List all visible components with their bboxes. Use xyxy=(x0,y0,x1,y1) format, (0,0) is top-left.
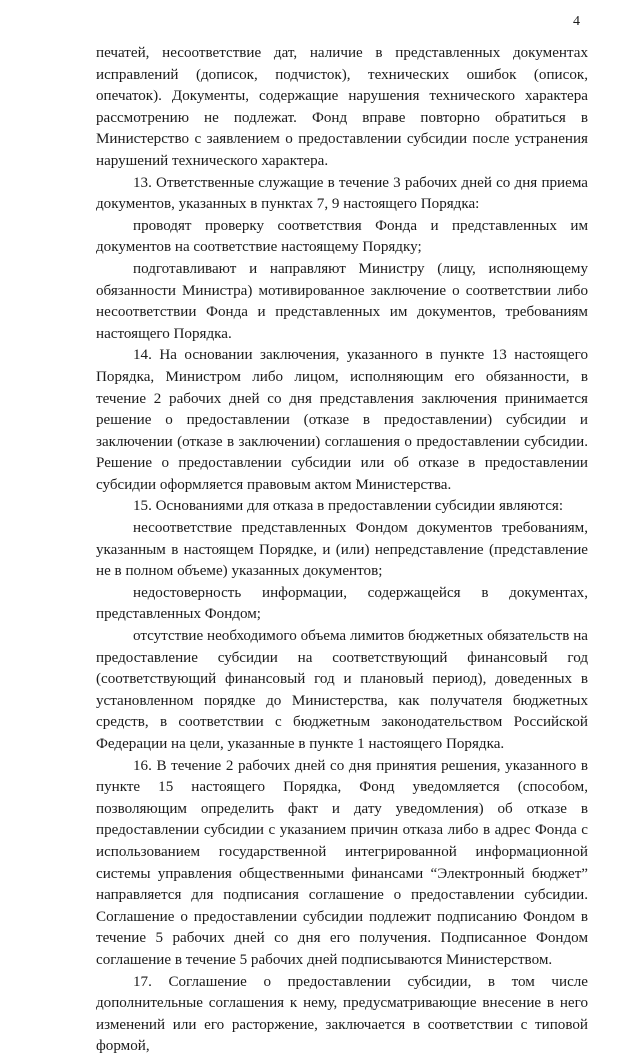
paragraph-item-13-conclusion: подготавливают и направляют Министру (лицу, исполняющему обязанности Министра) мотивированное заключение о соответствии либо несоответствии Фонда и представленных им документов, требованиям настоящего Порядка. xyxy=(96,260,588,342)
paragraph-item-16: 16. В течение 2 рабочих дней со дня принятия решения, указанного в пункте 15 настоящего Порядка, Фонд уведомляется (способом, позволяющим определить факт и дату уведомления) об отказе в предоставлении субсидии с указанием причин отказа либо в адрес Фонда с использованием государственной интегрированной информационной системы управления общественными финансами “Электронный бюджет” направляется для подписания соглашение о предоставлении субсидии. Соглашение о предоставлении субсидии подлежит подписанию Фондом в течение 5 рабочих дней со дня его получения. Подписанное Фондом соглашение в течение 5 рабочих дней подписываются Министерством. xyxy=(96,757,588,968)
paragraph-item-15: 15. Основаниями для отказа в предоставлении субсидии являются: xyxy=(133,498,564,515)
paragraph-item-15-unreliability: недостоверность информации, содержащейся в документах, представленных Фондом; xyxy=(96,584,588,623)
paragraph-item-15-limits: отсутствие необходимого объема лимитов бюджетных обязательств на предоставление субсидии на соответствующий финансовый год (соответствующий финансовый год и плановый период), доведенных в установленном порядке до Министерства, как получателя бюджетных средств, в соответствии с бюджетным законодательством Российской Федерации на цели, указанные в пункте 1 настоящего Порядка. xyxy=(96,628,588,752)
paragraph-item-13: 13. Ответственные служащие в течение 3 рабочих дней со дня приема документов, указанных в пунктах 7, 9 настоящего Порядка: xyxy=(96,174,588,213)
paragraph-item-14: 14. На основании заключения, указанного в пункте 13 настоящего Порядка, Министром либо лицом, исполняющим его обязанности, в течение 2 рабочих дней со дня представления заключения принимается решение о предоставлении (отказе в предоставлении) субсидии и заключении (отказе в заключении) соглашения о предоставлении субсидии. Решение о предоставлении субсидии или об отказе в предоставлении субсидии оформляется правовым актом Министерства. xyxy=(96,347,588,493)
page-number: 4 xyxy=(573,14,580,29)
paragraph-continuation: печатей, несоответствие дат, наличие в представленных документах исправлений (дописок, подчисток), технических ошибок (описок, опечаток). Документы, содержащие нарушения технического характера рассмотрению не подлежат. Фонд вправе повторно обратиться в Министерство с заявлением о предоставлении субсидии после устранения нарушений технического характера. xyxy=(96,45,588,169)
paragraph-item-15-nonconformity: несоответствие представленных Фондом документов требованиям, указанным в настоящем Порядке, и (или) непредставление (представление не в полном объеме) указанных документов; xyxy=(96,520,588,580)
document-body xyxy=(96,43,588,1058)
paragraph-item-13-check: проводят проверку соответствия Фонда и представленных им документов на соответствие настоящему Порядку; xyxy=(96,217,588,256)
paragraph-item-17: 17. Соглашение о предоставлении субсидии, в том числе дополнительные соглашения к нему, предусматривающие внесение в него изменений или его расторжение, заключается в соответствии с типовой формой, xyxy=(96,973,588,1055)
